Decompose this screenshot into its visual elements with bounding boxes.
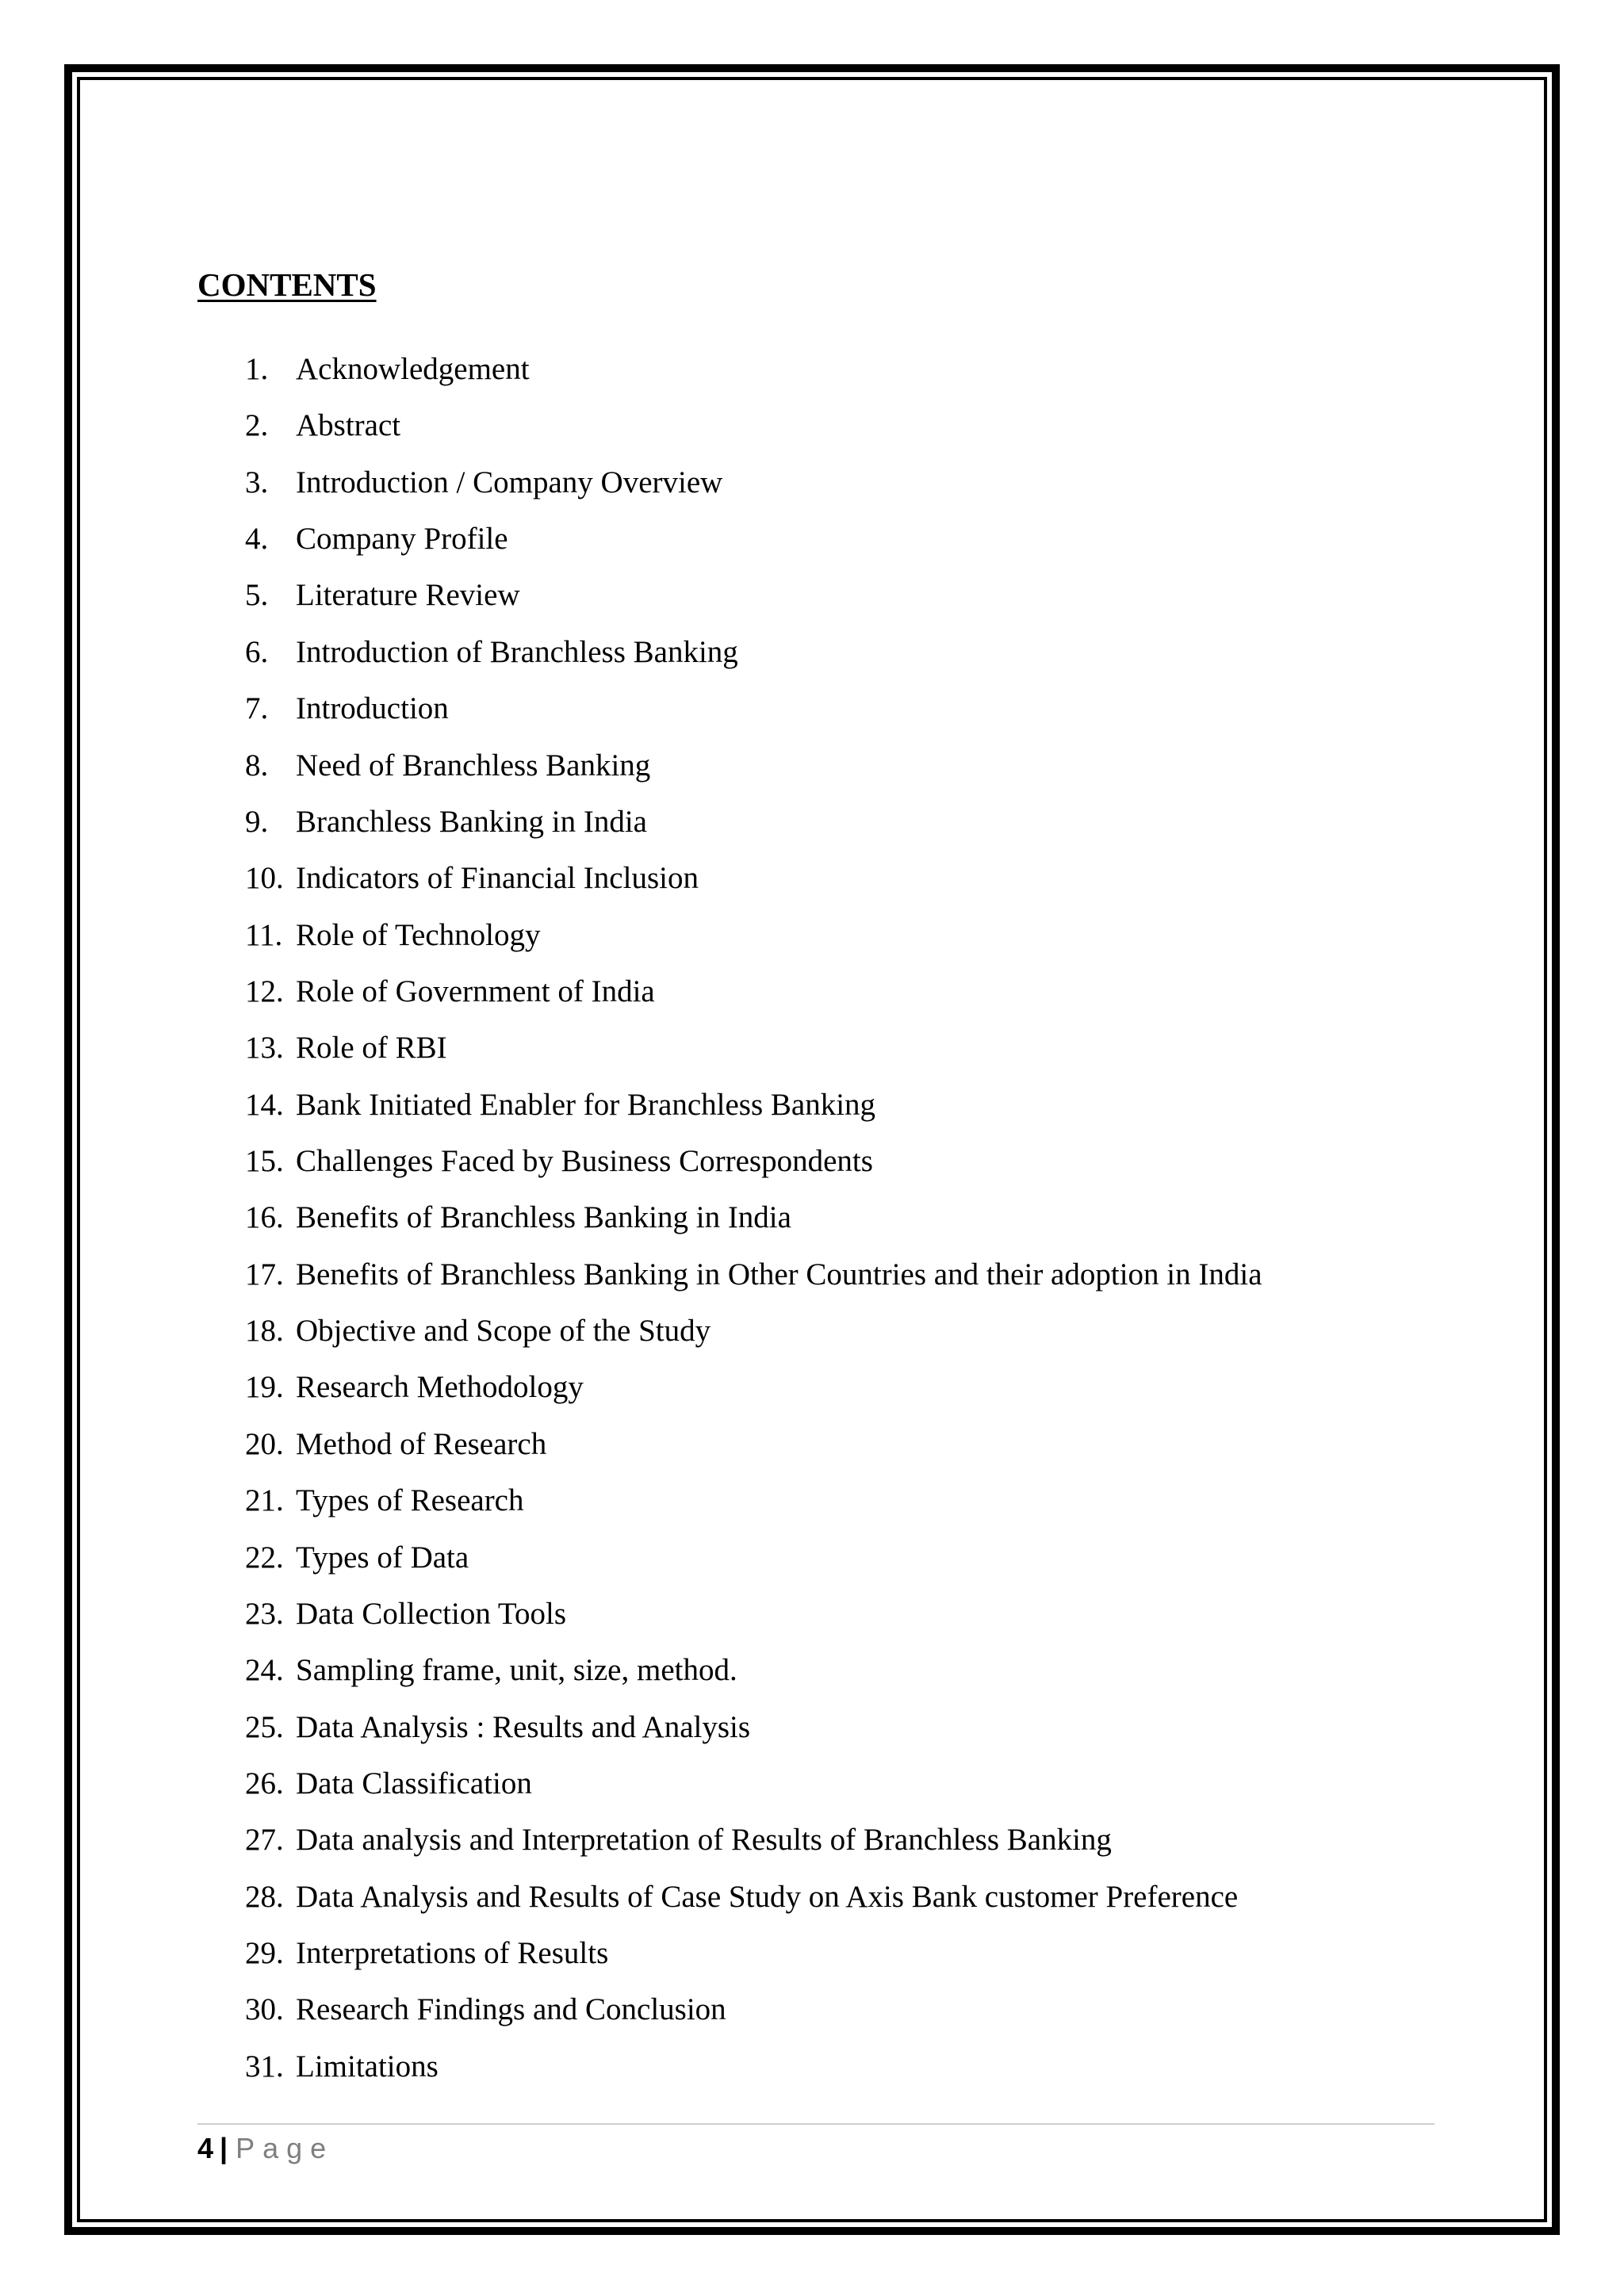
toc-item-number: 9. <box>245 804 269 839</box>
toc-item-number: 3. <box>245 465 269 499</box>
toc-item-number: 27. <box>245 1823 284 1858</box>
toc-item-number: 14. <box>245 1087 284 1122</box>
toc-item-title: Branchless Banking in India <box>296 804 647 839</box>
toc-item <box>0 1822 1624 1878</box>
toc-item-number: 18. <box>245 1314 284 1349</box>
toc-item-title: Need of Branchless Banking <box>296 748 651 783</box>
toc-item-title: Company Profile <box>296 522 508 557</box>
toc-item-title: Data Analysis : Results and Analysis <box>296 1709 751 1744</box>
toc-item <box>0 1879 1624 1935</box>
toc-item <box>0 351 1624 408</box>
toc-item <box>0 521 1624 577</box>
toc-item <box>0 2049 1624 2105</box>
toc-item <box>0 1200 1624 1256</box>
toc-item-title: Data analysis and Interpretation of Results of Branchless Banking <box>296 1823 1112 1858</box>
toc-item <box>0 691 1624 747</box>
toc-item-title: Benefits of Branchless Banking in India <box>296 1200 791 1235</box>
toc-item <box>0 804 1624 860</box>
toc-item <box>0 465 1624 521</box>
toc-item-number: 6. <box>245 634 269 669</box>
toc-item-number: 16. <box>245 1200 284 1235</box>
toc-item-title: Data Collection Tools <box>296 1596 567 1631</box>
toc-item <box>0 1030 1624 1086</box>
toc-item-title: Interpretations of Results <box>296 1936 609 1971</box>
toc-item-title: Introduction of Branchless Banking <box>296 634 738 669</box>
toc-item-number: 15. <box>245 1144 284 1179</box>
toc-item <box>0 1257 1624 1313</box>
toc-item <box>0 1369 1624 1425</box>
toc-item <box>0 1540 1624 1596</box>
toc-item-title: Limitations <box>296 2049 439 2084</box>
toc-item-title: Introduction <box>296 691 449 726</box>
toc-item-title: Research Methodology <box>296 1370 584 1405</box>
toc-item <box>0 1652 1624 1709</box>
toc-item-title: Benefits of Branchless Banking in Other Countries and their adoption in India <box>296 1257 1262 1292</box>
toc-item-number: 26. <box>245 1766 284 1800</box>
toc-item <box>0 974 1624 1030</box>
toc-item-number: 21. <box>245 1483 284 1518</box>
toc-item <box>0 577 1624 633</box>
toc-item <box>0 1483 1624 1539</box>
toc-item-number: 22. <box>245 1540 284 1575</box>
toc-item-number: 12. <box>245 974 284 1008</box>
toc-item-number: 29. <box>245 1936 284 1971</box>
toc-item-number: 19. <box>245 1370 284 1405</box>
page-label: Page <box>236 2132 335 2164</box>
toc-item-title: Literature Review <box>296 578 520 613</box>
toc-item-title: Data Classification <box>296 1766 532 1800</box>
toc-item-number: 30. <box>245 1992 284 2027</box>
toc-item-number: 5. <box>245 578 269 613</box>
toc-item <box>0 1143 1624 1200</box>
toc-item-number: 11. <box>245 917 283 952</box>
page-number: 4 <box>197 2132 214 2164</box>
toc-item <box>0 1935 1624 1992</box>
toc-item <box>0 917 1624 974</box>
page-footer <box>197 2131 334 2165</box>
toc-item <box>0 1313 1624 1369</box>
toc-item-number: 10. <box>245 861 284 896</box>
toc-item-title: Method of Research <box>296 1426 547 1461</box>
toc-item-title: Role of Technology <box>296 917 541 952</box>
toc-item-number: 4. <box>245 522 269 557</box>
toc-item <box>0 1992 1624 2048</box>
toc-item <box>0 860 1624 916</box>
toc-item-title: Introduction / Company Overview <box>296 465 723 499</box>
toc-item-number: 23. <box>245 1596 284 1631</box>
toc-item-number: 24. <box>245 1653 284 1688</box>
toc-item-number: 17. <box>245 1257 284 1292</box>
toc-item-title: Indicators of Financial Inclusion <box>296 861 699 896</box>
toc-item-title: Research Findings and Conclusion <box>296 1992 726 2027</box>
toc-item-title: Objective and Scope of the Study <box>296 1314 711 1349</box>
toc-item-title: Role of Government of India <box>296 974 655 1008</box>
toc-item-number: 7. <box>245 691 269 726</box>
toc-item <box>0 1596 1624 1652</box>
footer-divider <box>197 2123 1434 2125</box>
toc-item-title: Data Analysis and Results of Case Study on Axis Bank customer Preference <box>296 1879 1239 1914</box>
toc-item <box>0 1766 1624 1822</box>
toc-item-number: 2. <box>245 408 269 443</box>
footer-separator: | <box>220 2132 228 2164</box>
toc-item <box>0 634 1624 691</box>
toc-item-number: 20. <box>245 1426 284 1461</box>
toc-item-title: Abstract <box>296 408 401 443</box>
toc-item-title: Acknowledgement <box>296 352 530 386</box>
table-of-contents <box>0 351 1624 2105</box>
toc-item-title: Role of RBI <box>296 1031 447 1066</box>
toc-item-title: Types of Data <box>296 1540 469 1575</box>
toc-item <box>0 1426 1624 1483</box>
toc-item-title: Types of Research <box>296 1483 524 1518</box>
toc-item-title: Bank Initiated Enabler for Branchless Banking <box>296 1087 876 1122</box>
contents-heading: CONTENTS <box>197 266 377 303</box>
toc-item-number: 8. <box>245 748 269 783</box>
toc-item <box>0 1709 1624 1766</box>
toc-item-number: 13. <box>245 1031 284 1066</box>
toc-item-number: 25. <box>245 1709 284 1744</box>
toc-item-title: Challenges Faced by Business Correspondents <box>296 1144 873 1179</box>
toc-item <box>0 1087 1624 1143</box>
toc-item-number: 1. <box>245 352 269 386</box>
toc-item-number: 28. <box>245 1879 284 1914</box>
toc-item <box>0 748 1624 804</box>
toc-item-title: Sampling frame, unit, size, method. <box>296 1653 737 1688</box>
toc-item <box>0 408 1624 464</box>
toc-item-number: 31. <box>245 2049 284 2084</box>
